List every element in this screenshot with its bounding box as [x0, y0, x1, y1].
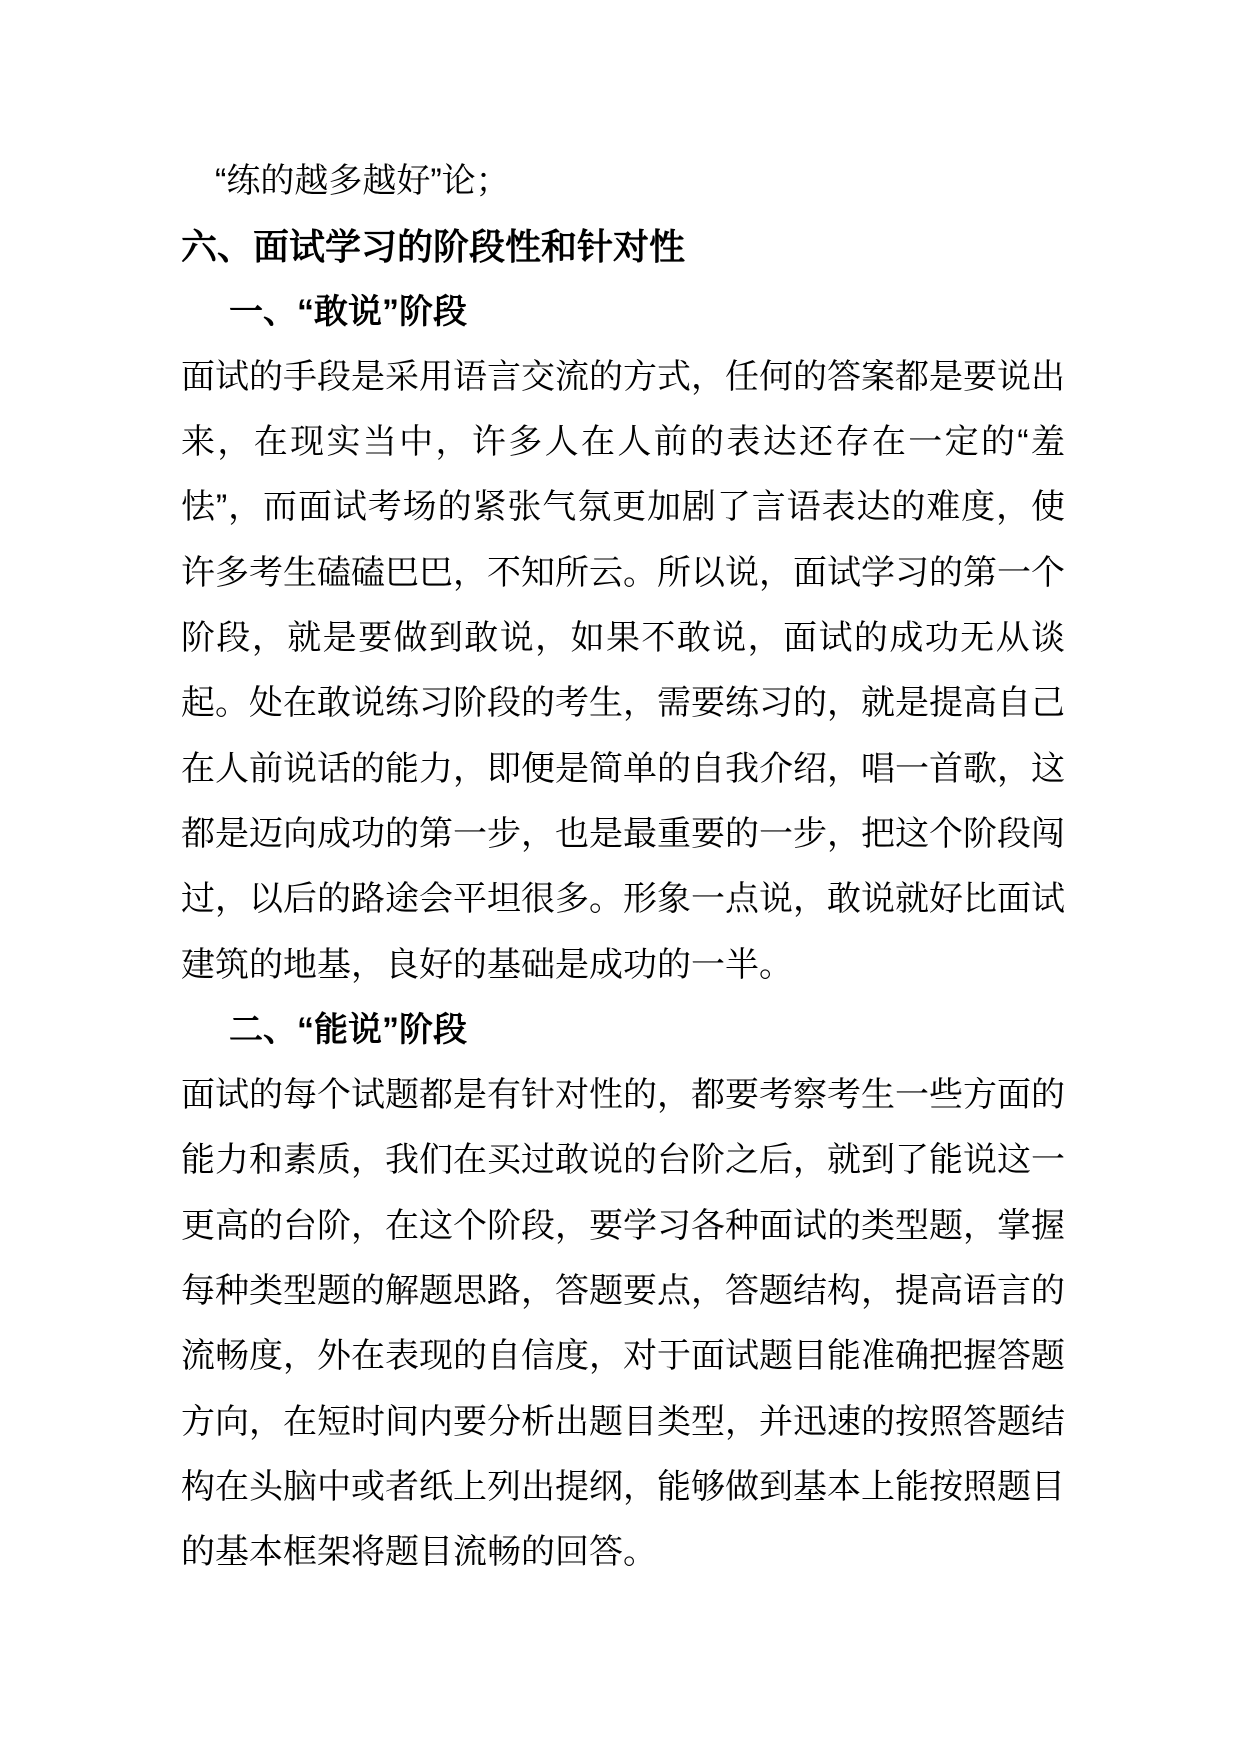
paragraph-stage-dare-to-speak: 面试的手段是采用语言交流的方式，任何的答案都是要说出来，在现实当中，许多人在人前的表达还存在一定的“羞怯”，而面试考场的紧张气氛更加剧了言语表达的难度，使许多考生磕磕巴巴，不知所云。所以说，面试学习的第一个阶段，就是要做到敢说，如果不敢说，面试的成功无从谈起。处在敢说练习阶段的考生，需要练习的，就是提高自己在人前说话的能力，即便是简单的自我介绍，唱一首歌，这都是迈向成功的第一步，也是最重要的一步，把这个阶段闯过，以后的路途会平坦很多。形象一点说，敢说就好比面试建筑的地基，良好的基础是成功的一半。 — [181, 357, 1065, 984]
subheading-stage-dare-to-speak: 一、“敢说”阶段 — [229, 292, 467, 331]
subheading-stage-able-to-speak: 二、“能说”阶段 — [229, 1010, 467, 1049]
section-heading-six: 六、面试学习的阶段性和针对性 — [181, 226, 686, 268]
intro-line: “练的越多越好”论； — [215, 162, 510, 200]
document-content — [181, 149, 1065, 1586]
paragraph-stage-able-to-speak: 面试的每个试题都是有针对性的，都要考察考生一些方面的能力和素质，我们在买过敢说的台阶之后，就到了能说这一更高的台阶，在这个阶段，要学习各种面试的类型题，掌握每种类型题的解题思路，答题要点，答题结构，提高语言的流畅度，外在表现的自信度，对于面试题目能准确把握答题方向，在短时间内要分析出题目类型，并迅速的按照答题结构在头脑中或者纸上列出提纲，能够做到基本上能按照题目的基本框架将题目流畅的回答。 — [181, 1076, 1065, 1572]
